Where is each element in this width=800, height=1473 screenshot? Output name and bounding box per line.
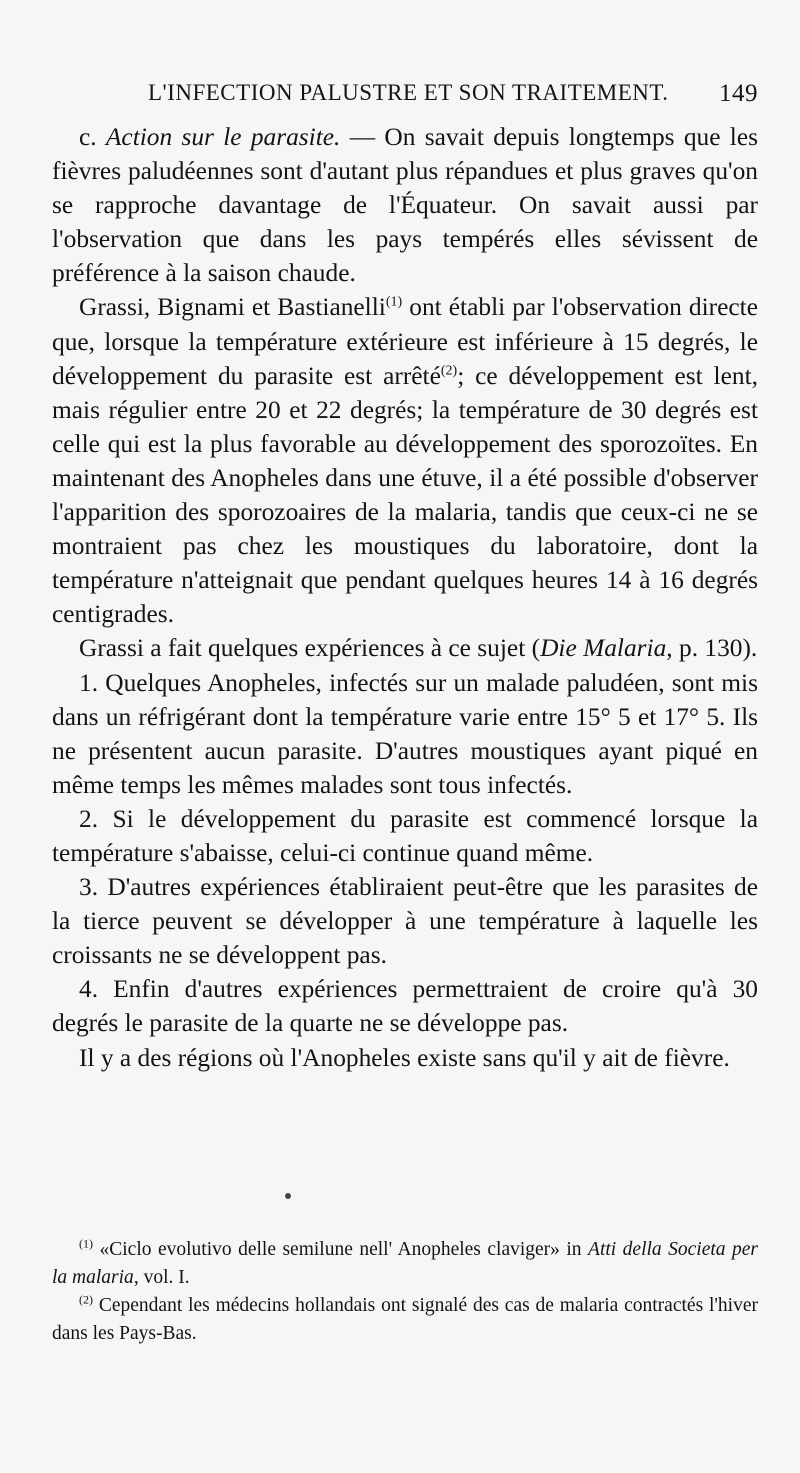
footnote xyxy=(52,1292,758,1348)
footnote-ref: (1) xyxy=(385,295,403,310)
paragraph-grassi xyxy=(52,290,758,631)
list-item: 1. Quelques Anopheles, infectés sur un malade paludéen, sont mis dans un réfrigérant dont la température varie entre 15° 5 et 17° 5. Ils ne présentent aucun parasite. D'autres moustiques ayant piqué en même temps les mêmes malades sont tous infectés. xyxy=(52,668,758,799)
journal-title: Atti della Societa per la malaria xyxy=(52,1239,759,1288)
section-paragraph xyxy=(52,120,758,290)
section-label: c. xyxy=(79,123,97,151)
section-title: Action sur le parasite. xyxy=(105,123,341,151)
page-number: 149 xyxy=(719,80,758,107)
paragraph-experiments xyxy=(52,631,758,665)
para-text: Grassi a fait quelques expériences à ce sujet ( xyxy=(79,634,541,663)
list-item: 3. D'autres expériences établiraient peut-être que les parasites de la tierce peuvent se développer à une température à laquelle les croissants ne se développent pas. xyxy=(52,873,758,970)
list-item: 2. Si le développement du parasite est commencé lorsque la température s'abaisse, celui-ci continue quand même. xyxy=(52,804,758,867)
separator-dot xyxy=(285,1193,291,1199)
work-title: Die Malaria xyxy=(540,634,667,663)
body-text xyxy=(52,120,758,1075)
footnotes xyxy=(52,1236,758,1348)
footnote-text: , vol. I. xyxy=(133,1267,190,1288)
footnote-ref: (2) xyxy=(440,363,458,379)
para-text: ont établi par l'observation directe que, lorsque la température extérieure est inférieure à 15 degrés, le développement du parasite est arrêté xyxy=(52,293,758,390)
para-text: Grassi, Bignami et Bastianelli xyxy=(79,293,386,322)
footnote-text: Cependant les médecins hollandais ont signalé des cas de malaria contractés l'hiver dans les Pays-Bas. xyxy=(52,1295,759,1344)
para-text: , p. 130). xyxy=(666,634,758,663)
footnote-mark: (2) xyxy=(79,1292,93,1307)
running-head xyxy=(148,80,758,108)
section-text: — On savait depuis longtemps que les fièvres paludéennes sont d'autant plus répandues et plus graves qu'on se rapproche davantage de l'Équateur. On savait aussi par l'observation que dans les pays tempérés elles sévissent de préférence à la saison chaude. xyxy=(52,123,758,288)
para-text: ; ce développement est lent, mais régulier entre 20 et 22 degrés; la température de 30 degrés est celle qui est la plus favorable au développement des sporozoïtes. En maintenant des Anopheles dans une étuve, il a été possible d'observer l'apparition des sporozoaires de la malaria, tandis que ceux-ci ne se montraient pas chez les moustiques du laboratoire, dont la température n'atteignait que pendant quelques heures 14 à 16 degrés centigrades. xyxy=(52,361,758,629)
footnote-mark: (1) xyxy=(79,1236,93,1251)
running-title: L'INFECTION PALUSTRE ET SON TRAITEMENT. xyxy=(148,80,669,105)
closing-paragraph: Il y a des régions où l'Anopheles existe sans qu'il y ait de fièvre. xyxy=(79,1043,730,1072)
footnote-text: «Ciclo evolutivo delle semilune nell' Anopheles claviger» in xyxy=(99,1239,589,1260)
footnote xyxy=(52,1236,758,1292)
list-item: 4. Enfin d'autres expériences permettraient de croire qu'à 30 degrés le parasite de la quarte ne se développe pas. xyxy=(52,975,758,1038)
